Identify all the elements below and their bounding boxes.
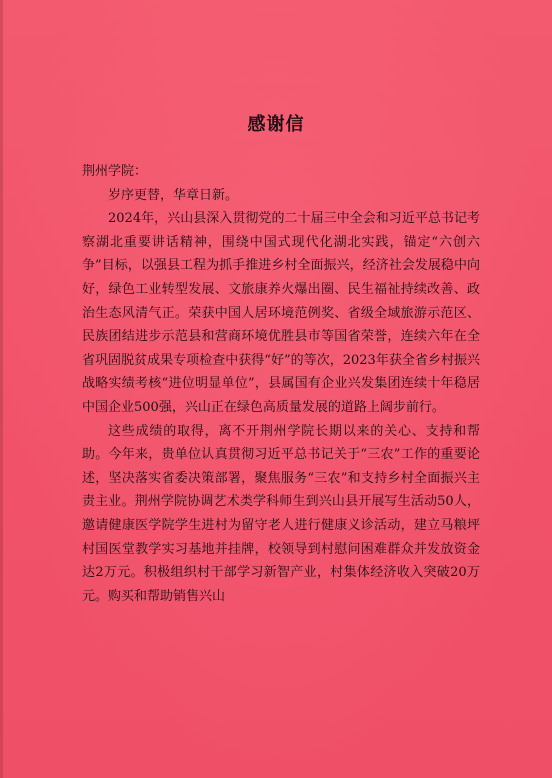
salutation: 荆州学院： [82,164,148,179]
paragraph-thanks: 这些成绩的取得，离不开荆州学院长期以来的关心、支持和帮助。今年来，贵单位认真贯彻习近平总书记关于“三农”工作的重要论述，坚决落实省委决策部署，聚焦服务“三农”和支持乡村全面振兴主责主业。荆州学院协调艺术类学科师生到兴山县开展写生活动50人，邀请健康医学院学生进村为留守老人进行健康义诊活动，建立马粮坪村国医堂教学实习基地并挂牌，校领导到村慰问困难群众并发放资金达2万元。积极组织村干部学习新智产业，村集体经济收入突破20万元。购买和帮助销售兴山 [82,423,480,604]
paragraph-achievements: 2024年，兴山县深入贯彻党的二十届三中全会和习近平总书记考察湖北重要讲话精神，围绕中国式现代化湖北实践，锚定“六创六争”目标，以强县工程为抓手推进乡村全面振兴，经济社会发展稳中向好，绿色工业转型发展、文旅康养火爆出圈、民生福祉持续改善、政治生态风清气正。荣获中国人居环境范例奖、省级全域旅游示范区、民族团结进步示范县和营商环境优胜县市等国省荣誉，连续六年在全省巩固脱贫成果专项检查中获得“好”的等次，2023年获全省乡村振兴战略实绩考核“进位明显单位”，县属国有企业兴发集团连续十年稳居中国企业500强，兴山正在绿色高质量发展的道路上阔步前行。 [82,211,480,415]
letter-title: 感谢信 [247,114,305,135]
letter-body [82,160,480,608]
paragraph-greeting: 岁序更替，华章日新。 [108,187,239,203]
